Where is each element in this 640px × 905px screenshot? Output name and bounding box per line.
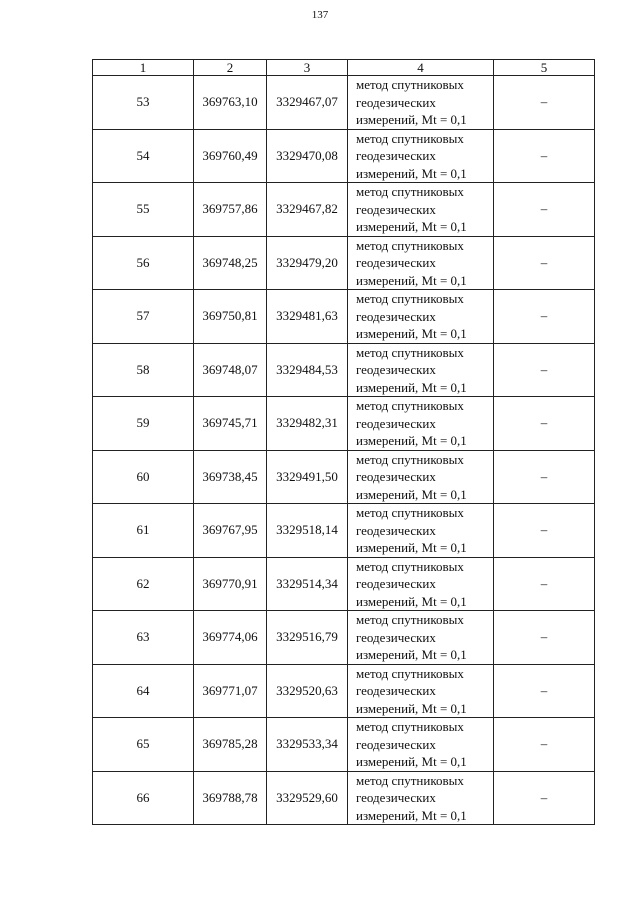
method-line: метод спутниковых bbox=[356, 344, 464, 360]
method-line: метод спутниковых bbox=[356, 184, 464, 199]
method-line: геодезических bbox=[356, 362, 436, 377]
table-row bbox=[93, 183, 595, 237]
point-number-cell: 61 bbox=[93, 504, 194, 558]
table-row bbox=[93, 76, 595, 130]
header-col-3: 3 bbox=[267, 60, 348, 76]
x-coordinate-cell: 369757,86 bbox=[194, 183, 267, 237]
method-line: геодезических bbox=[356, 683, 436, 698]
table-row bbox=[93, 557, 595, 611]
table-row bbox=[93, 343, 595, 397]
method-line: измерений, Mt = 0,1 bbox=[356, 272, 467, 288]
note-cell: – bbox=[494, 343, 595, 397]
x-coordinate-cell: 369788,78 bbox=[194, 771, 267, 825]
method-line: геодезических bbox=[356, 148, 436, 163]
method-line: метод спутниковых bbox=[356, 237, 464, 253]
method-cell bbox=[348, 397, 494, 451]
point-number-cell: 57 bbox=[93, 290, 194, 344]
note-cell: – bbox=[494, 450, 595, 504]
note-cell: – bbox=[494, 718, 595, 772]
method-line: измерений, Mt = 0,1 bbox=[356, 486, 467, 502]
note-cell: – bbox=[494, 611, 595, 665]
method-line: метод спутниковых bbox=[356, 130, 464, 146]
x-coordinate-cell: 369750,81 bbox=[194, 290, 267, 344]
method-line: метод спутниковых bbox=[356, 612, 464, 627]
method-line: геодезических bbox=[356, 629, 436, 645]
method-line: метод спутниковых bbox=[356, 558, 464, 574]
point-number-cell: 64 bbox=[93, 664, 194, 718]
method-line: метод спутниковых bbox=[356, 451, 464, 467]
x-coordinate-cell: 369745,71 bbox=[194, 397, 267, 451]
table-row bbox=[93, 504, 595, 558]
method-cell bbox=[348, 343, 494, 397]
point-number-cell: 62 bbox=[93, 557, 194, 611]
x-coordinate-cell: 369770,91 bbox=[194, 557, 267, 611]
y-coordinate-cell: 3329482,31 bbox=[267, 397, 348, 451]
method-cell bbox=[348, 129, 494, 183]
x-coordinate-cell: 369748,07 bbox=[194, 343, 267, 397]
point-number-cell: 55 bbox=[93, 183, 194, 237]
method-cell bbox=[348, 236, 494, 290]
y-coordinate-cell: 3329481,63 bbox=[267, 290, 348, 344]
note-cell: – bbox=[494, 664, 595, 718]
x-coordinate-cell: 369763,10 bbox=[194, 76, 267, 130]
x-coordinate-cell: 369760,49 bbox=[194, 129, 267, 183]
note-cell: – bbox=[494, 771, 595, 825]
header-col-1: 1 bbox=[93, 60, 194, 76]
page-number: 137 bbox=[311, 9, 329, 21]
method-line: измерений, Mt = 0,1 bbox=[356, 326, 467, 341]
x-coordinate-cell: 369748,25 bbox=[194, 236, 267, 290]
y-coordinate-cell: 3329479,20 bbox=[267, 236, 348, 290]
method-line: метод спутниковых bbox=[356, 291, 464, 306]
table-row bbox=[93, 290, 595, 344]
method-line: геодезических bbox=[356, 94, 436, 110]
table-row bbox=[93, 397, 595, 451]
point-number-cell: 59 bbox=[93, 397, 194, 451]
method-line: измерений, Mt = 0,1 bbox=[356, 379, 467, 395]
table-header bbox=[93, 60, 595, 76]
method-line: измерений, Mt = 0,1 bbox=[356, 540, 467, 555]
method-line: измерений, Mt = 0,1 bbox=[356, 807, 467, 823]
method-line: метод спутниковых bbox=[356, 772, 464, 788]
point-number-cell: 63 bbox=[93, 611, 194, 665]
method-cell bbox=[348, 183, 494, 237]
method-line: измерений, Mt = 0,1 bbox=[356, 647, 467, 662]
note-cell: – bbox=[494, 76, 595, 130]
point-number-cell: 54 bbox=[93, 129, 194, 183]
note-cell: – bbox=[494, 236, 595, 290]
method-line: измерений, Mt = 0,1 bbox=[356, 754, 467, 769]
method-line: измерений, Mt = 0,1 bbox=[356, 593, 467, 609]
method-line: геодезических bbox=[356, 255, 436, 270]
method-cell bbox=[348, 557, 494, 611]
point-number-cell: 65 bbox=[93, 718, 194, 772]
table-row bbox=[93, 611, 595, 665]
table-row bbox=[93, 450, 595, 504]
method-line: геодезических bbox=[356, 201, 436, 217]
method-line: геодезических bbox=[356, 790, 436, 805]
method-line: метод спутниковых bbox=[356, 505, 464, 520]
x-coordinate-cell: 369785,28 bbox=[194, 718, 267, 772]
method-line: измерений, Mt = 0,1 bbox=[356, 433, 467, 448]
header-row bbox=[93, 60, 595, 76]
table-body bbox=[93, 76, 595, 825]
method-line: геодезических bbox=[356, 308, 436, 324]
x-coordinate-cell: 369767,95 bbox=[194, 504, 267, 558]
point-number-cell: 53 bbox=[93, 76, 194, 130]
method-cell bbox=[348, 611, 494, 665]
point-number-cell: 58 bbox=[93, 343, 194, 397]
y-coordinate-cell: 3329470,08 bbox=[267, 129, 348, 183]
y-coordinate-cell: 3329529,60 bbox=[267, 771, 348, 825]
y-coordinate-cell: 3329520,63 bbox=[267, 664, 348, 718]
method-line: метод спутниковых bbox=[356, 398, 464, 413]
header-col-4: 4 bbox=[348, 60, 494, 76]
table-row bbox=[93, 664, 595, 718]
note-cell: – bbox=[494, 290, 595, 344]
header-col-2: 2 bbox=[194, 60, 267, 76]
y-coordinate-cell: 3329467,07 bbox=[267, 76, 348, 130]
y-coordinate-cell: 3329484,53 bbox=[267, 343, 348, 397]
note-cell: – bbox=[494, 557, 595, 611]
coordinates-table bbox=[92, 59, 595, 825]
point-number-cell: 56 bbox=[93, 236, 194, 290]
y-coordinate-cell: 3329518,14 bbox=[267, 504, 348, 558]
point-number-cell: 66 bbox=[93, 771, 194, 825]
method-cell bbox=[348, 290, 494, 344]
method-line: геодезических bbox=[356, 576, 436, 591]
table-row bbox=[93, 771, 595, 825]
method-line: геодезических bbox=[356, 522, 436, 538]
method-line: геодезических bbox=[356, 736, 436, 752]
x-coordinate-cell: 369771,07 bbox=[194, 664, 267, 718]
note-cell: – bbox=[494, 504, 595, 558]
method-cell bbox=[348, 76, 494, 130]
y-coordinate-cell: 3329491,50 bbox=[267, 450, 348, 504]
table-row bbox=[93, 236, 595, 290]
table-row bbox=[93, 129, 595, 183]
header-col-5: 5 bbox=[494, 60, 595, 76]
method-line: геодезических bbox=[356, 469, 436, 484]
point-number-cell: 60 bbox=[93, 450, 194, 504]
method-line: измерений, Mt = 0,1 bbox=[356, 165, 467, 181]
method-cell bbox=[348, 718, 494, 772]
method-cell bbox=[348, 450, 494, 504]
method-line: измерений, Mt = 0,1 bbox=[356, 700, 467, 716]
y-coordinate-cell: 3329516,79 bbox=[267, 611, 348, 665]
table-row bbox=[93, 718, 595, 772]
method-line: метод спутниковых bbox=[356, 665, 464, 681]
method-cell bbox=[348, 504, 494, 558]
y-coordinate-cell: 3329514,34 bbox=[267, 557, 348, 611]
y-coordinate-cell: 3329467,82 bbox=[267, 183, 348, 237]
method-line: метод спутниковых bbox=[356, 719, 464, 734]
x-coordinate-cell: 369774,06 bbox=[194, 611, 267, 665]
method-cell bbox=[348, 664, 494, 718]
y-coordinate-cell: 3329533,34 bbox=[267, 718, 348, 772]
note-cell: – bbox=[494, 397, 595, 451]
note-cell: – bbox=[494, 129, 595, 183]
method-cell bbox=[348, 771, 494, 825]
x-coordinate-cell: 369738,45 bbox=[194, 450, 267, 504]
method-line: метод спутниковых bbox=[356, 77, 464, 92]
method-line: измерений, Mt = 0,1 bbox=[356, 219, 467, 234]
method-line: измерений, Mt = 0,1 bbox=[356, 112, 467, 127]
note-cell: – bbox=[494, 183, 595, 237]
method-line: геодезических bbox=[356, 415, 436, 431]
